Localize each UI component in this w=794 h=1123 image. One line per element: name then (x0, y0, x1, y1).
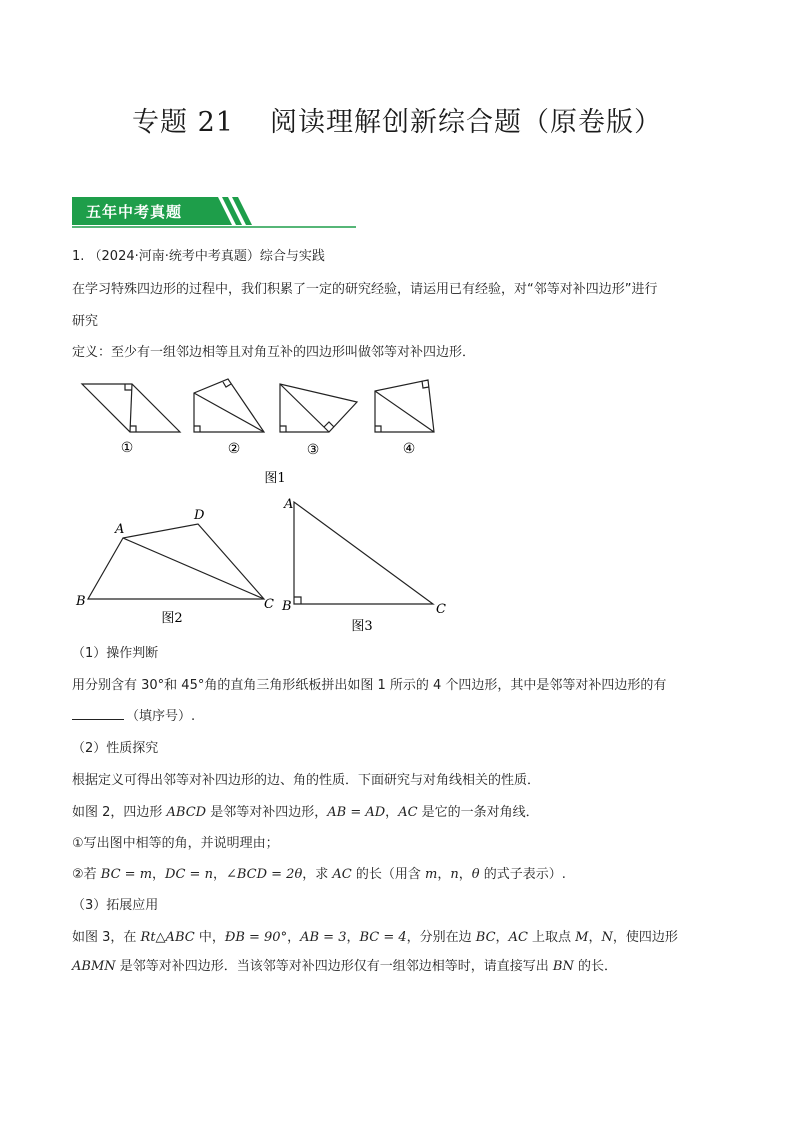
math-ab-eq-3: AB = 3 (300, 930, 347, 945)
part3-heading: （3）拓展应用 (72, 898, 159, 913)
figure-3 (278, 494, 458, 639)
part3-line-2 (72, 958, 617, 976)
text-seg: ， (212, 867, 226, 882)
fig2-diagonal-ac (123, 538, 264, 599)
fig1-shape-2 (194, 379, 264, 432)
fig1-label-1: ① (120, 440, 134, 456)
answer-blank[interactable] (72, 707, 124, 720)
math-angle-b: ÐB = 90° (224, 930, 288, 945)
part3-line-1 (72, 929, 678, 947)
text-seg: ， (385, 805, 399, 820)
text-seg: 的长． (573, 959, 617, 974)
math-m: M (575, 930, 589, 945)
part1-heading: （1）操作判断 (72, 646, 159, 661)
math-bc-eq-4: BC = 4 (359, 930, 407, 945)
math-m: m (425, 867, 438, 882)
part2-line-2 (72, 804, 539, 822)
math-bc-eq-m: BC = m (100, 867, 153, 882)
title-topic-name: 阅读理解创新综合题（原卷版） (269, 107, 662, 138)
math-ab-eq-ad: AB = AD (327, 805, 386, 820)
text-seg: ， (495, 930, 509, 945)
part1-line-1: 用分别含有 30°和 45°角的直角三角形纸板拼出如图 1 所示的 4 个四边形，其中是邻等对补四边形的有 (72, 678, 667, 693)
fig1-shape-3 (280, 384, 357, 432)
page-title (0, 100, 794, 139)
math-abcd: ABCD (166, 805, 207, 820)
text-seg: ，使四边形 (612, 930, 678, 945)
math-n: n (450, 867, 459, 882)
text-seg: ， (437, 867, 451, 882)
fig3-point-a: A (284, 497, 294, 512)
intro-line-2: 研究 (72, 314, 99, 329)
problem-header: 1. （2024·河南·统考中考真题）综合与实践 (72, 249, 325, 264)
fig2-point-d: D (194, 508, 205, 523)
text-seg: 是它的一条对角线． (417, 805, 539, 820)
text-seg: ②若 (72, 867, 101, 882)
text-seg: 是邻等对补四边形．当该邻等对补四边形仅有一组邻边相等时，请直接写出 (115, 959, 553, 974)
math-abmn: ABMN (72, 959, 116, 974)
part1-line-2 (72, 707, 195, 726)
text-seg: ， (152, 867, 166, 882)
math-n: N (601, 930, 613, 945)
section-banner (72, 193, 356, 229)
text-seg: ， (287, 930, 301, 945)
math-bn: BN (552, 959, 574, 974)
text-seg: ， (588, 930, 602, 945)
text-seg: 上取点 (527, 930, 576, 945)
text-seg: ， (458, 867, 472, 882)
math-rt-triangle: Rt△ABC (140, 930, 195, 945)
intro-line-1: 在学习特殊四边形的过程中，我们积累了一定的研究经验，请运用已有经验，对“邻等对补四边形”进行 (72, 282, 658, 297)
text-seg: 如图 2，四边形 (72, 805, 167, 820)
text-seg: ， (346, 930, 360, 945)
fig2-caption: 图2 (161, 611, 183, 626)
text-seg: 的式子表示）. (479, 867, 566, 882)
fig2-point-c: C (264, 597, 274, 612)
math-ac: AC (332, 867, 352, 882)
math-ac: AC (398, 805, 418, 820)
fig3-caption: 图3 (351, 619, 373, 634)
text-seg: 的长（用含 (351, 867, 426, 882)
math-angle-bcd: ∠BCD = 2θ (225, 867, 303, 882)
math-theta: θ (471, 867, 480, 882)
fig2-point-a: A (115, 522, 125, 537)
fig1-label-4: ④ (402, 441, 416, 457)
title-topic-number: 专题 21 (132, 107, 234, 138)
fig3-point-b: B (282, 599, 292, 614)
part2-question-1: ①写出图中相等的角，并说明理由； (72, 836, 279, 851)
text-seg: 是邻等对补四边形， (206, 805, 328, 820)
fig3-triangle (294, 502, 433, 604)
fig2-point-b: B (76, 594, 86, 609)
math-dc-eq-n: DC = n (165, 867, 213, 882)
figure-2 (72, 500, 282, 630)
text-seg: 如图 3，在 (72, 930, 141, 945)
text-seg: ，分别在边 (406, 930, 476, 945)
part2-line-1: 根据定义可得出邻等对补四边形的边、角的性质．下面研究与对角线相关的性质． (72, 773, 541, 788)
math-ac: AC (508, 930, 528, 945)
part2-question-2 (72, 866, 566, 884)
fig1-label-2: ② (227, 441, 241, 457)
math-bc: BC (475, 930, 496, 945)
text-seg: ，求 (302, 867, 333, 882)
fig1-caption: 图1 (264, 471, 286, 486)
part1-line-2-text: （填序号）. (126, 709, 196, 724)
fig1-label-3: ③ (306, 442, 320, 458)
section-banner-label: 五年中考真题 (86, 203, 183, 221)
definition: 定义：至少有一组邻边相等且对角互补的四边形叫做邻等对补四边形． (72, 345, 476, 360)
text-seg: 中， (194, 930, 225, 945)
figure-1 (72, 376, 452, 486)
part2-heading: （2）性质探究 (72, 741, 159, 756)
fig3-point-c: C (436, 602, 446, 617)
